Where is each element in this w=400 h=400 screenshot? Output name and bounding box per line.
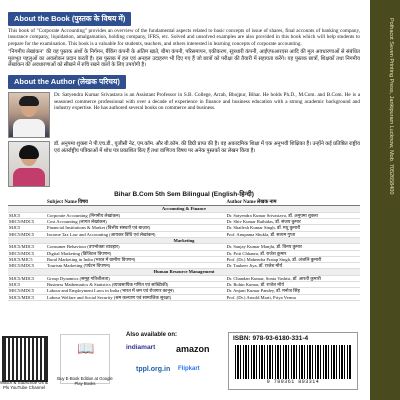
about-author-heading: About the Author (लेखक परिचय): [8, 75, 126, 89]
barcode-number: 9 789361 803314: [266, 379, 320, 385]
table-cell-author: Dr. Rohin Kumar, डॉ. राजेश मौर्य: [225, 282, 360, 288]
table-cell-code: MJC5/MDC5: [8, 275, 46, 281]
table-cell-subject: Business Mathematics & Statistics (व्यावसायिक गणित एवं सांख्यिकी): [46, 282, 226, 288]
table-cell-author: Dr. Priti Chhaura, डॉ. राजेश कुमार: [225, 250, 360, 256]
table-cell-subject: Digital Marketing (डिजिटल विपणन): [46, 250, 226, 256]
table-category-label: Human Resource Management: [8, 269, 360, 275]
table-cell-code: MIC5/MDC5: [8, 219, 46, 225]
table-cell-code: MIC5/MDC5: [8, 288, 46, 294]
youtube-qr-code[interactable]: [2, 336, 48, 382]
table-cell-author: Dr. Satyendra Kumar Srivastava, डॉ. अनुपमा शुक्ला: [225, 212, 360, 218]
table-cell-code: MIC5/MDC5: [8, 250, 46, 256]
isbn-box: [228, 332, 358, 390]
table-cell-author: Dr. Anjani Kumar Pandey, डॉ. मनोज सिंह: [225, 288, 360, 294]
book-icon: 📖: [77, 342, 95, 357]
author-1-photo: [8, 92, 50, 138]
table-cell-code: MJC5: [8, 282, 46, 288]
table-cell-author: Prof. (Dr.) Arnold Marti, Priya Verma: [225, 294, 360, 300]
table-cell-subject: Income Tax Law and Accounting (आयकर विधि एवं लेखांकन): [46, 231, 226, 237]
about-author-section: [8, 71, 360, 187]
barcode-image: [235, 345, 351, 379]
author-2-photo: [8, 141, 50, 187]
table-header-subject: Subject Name विषय: [46, 198, 226, 206]
about-book-section: [8, 8, 360, 68]
table-cell-code: MJC5: [8, 225, 46, 231]
book-list-title: Bihar B.Com 5th Sem Bilingual (English-हिन्दी): [114, 191, 254, 199]
also-available-label: Also available on:: [126, 332, 178, 338]
table-cell-author: Prof. Anupama Shukla, डॉ. सत्यम गुप्ता: [225, 231, 360, 237]
indiamart-logo[interactable]: indiamart: [126, 344, 156, 351]
table-header-code: [8, 198, 46, 206]
table-cell-subject: Labour Welfare and Social Security (श्रम कल्याण एवं सामाजिक सुरक्षा): [46, 294, 226, 300]
table-cell-subject: Tourism Marketing (पर्यटन विपणन): [46, 263, 226, 269]
table-cell-code: MJC5/MIC5: [8, 256, 46, 262]
cover-spine-strip: [370, 0, 400, 400]
table-cell-code: MIC5/MDC5: [8, 263, 46, 269]
table-cell-author: Dr. Shiv Kumar Rathidas, डॉ. संजय कुमार: [225, 219, 360, 225]
author-1-block: [8, 92, 360, 138]
table-header-row: [8, 198, 360, 206]
table-cell-subject: Consumer Behaviour (उपभोक्ता व्यवहार): [46, 244, 226, 250]
book-list-table: [8, 198, 360, 300]
table-category-label: Accounting & Finance: [8, 206, 360, 212]
table-cell-subject: Group Dynamics (समूह गतिशीलता): [46, 275, 226, 281]
qr-caption: Watch & Subscribe Us & Pls YouTube Channel: [0, 380, 48, 390]
table-cell-code: MIC5/MDC5: [8, 231, 46, 237]
author-2-block: [8, 141, 360, 187]
table-cell-subject: Corporate Accounting (निगमीय लेखांकन): [46, 212, 226, 218]
about-book-heading: About the Book (पुस्तक के विषय में): [8, 12, 131, 26]
table-cell-subject: Cost Accounting (लागत लेखांकन): [46, 219, 226, 225]
table-body: [8, 206, 360, 300]
table-category-label: Marketing: [8, 237, 360, 243]
ebook-caption: Buy E-Book Edition at Google Play Books: [57, 376, 113, 386]
bottom-strip: [0, 330, 360, 392]
table-header-author: Author Name लेखक नाम: [225, 198, 360, 206]
tppl-website-link[interactable]: tppl.org.in: [136, 366, 171, 373]
table-cell-code: MJC5/MDC5: [8, 244, 46, 250]
table-cell-code: MJC5: [8, 212, 46, 218]
about-book-paragraph-en: This book of "Corporate Accounting" provides an overview of the fundamental aspects related to basic concepts of issue of shares, final accounts of banking company, insurance company, liquidation, amalgamation, holding company, IFRS, etc. Solved and unsolved examples are also provided in this book which will help students to prepare for the examination. This book is a valuable for students, teachers, and others interested in learning concepts of corporate accounting.: [8, 28, 360, 47]
table-row: [8, 294, 360, 300]
table-cell-author: Dr. Chandan Kumar, Sonia Vashist, डॉ. आरती कुमारी: [225, 275, 360, 281]
table-cell-subject: Financial Institutions & Market (वित्तीय संस्थाएँ एवं बाज़ार): [46, 225, 226, 231]
table-cell-author: Dr. Shailesh Kumar Singh, डॉ. मधु कुमारी: [225, 225, 360, 231]
about-book-paragraph-hi: "निगमीय लेखांकन" की यह पुस्तक अंशों के निर्गमन, बैंकिंग कंपनी के अंतिम खाते, बीमा कंपनी, परिसमापन, एकीकरण, सूत्रधारी कंपनी, आईएफआरएस आदि की मूल अवधारणाओं से संबंधित मूलभूत पहलुओं का अवलोकन प्रदान करती है। इस पुस्तक में हल एवं अनहल उदाहरण भी दिए गए हैं जो छात्रों को परीक्षा की तैयारी में सहायता करेंगे। यह पुस्तक छात्रों, शिक्षकों तथा निगमीय लेखांकन की अवधारणाओं को सीखने में रुचि रखने वालों के लिए उपयोगी है।: [8, 49, 360, 69]
amazon-logo[interactable]: amazon: [176, 344, 210, 354]
author-1-bio: Dr. Satyendra Kumar Srivastava is an Assistant Professor in S.B. College, Arrah, Bhojpur, Bihar. He holds Ph.D., M.Com. and B.Com. He is a seasoned commerce professional with over a decade of experience in finance and business education with a strong academic background and industry expertise. He has authored several books on commerce and business.: [54, 92, 360, 112]
isbn-number: ISBN: 978-93-6180-331-4: [233, 335, 309, 342]
table-cell-author: Dr. Sanjay Kumar Manjhi, डॉ. विनय कुमार: [225, 244, 360, 250]
author-2-bio: डॉ. अनुपमा शुक्ला ने पी.एच.डी., यूजीसी नेट, एम.कॉम. और बी.कॉम. की डिग्री प्राप्त की है। वह अकादमिक शिक्षा में एक अनुभवी शिक्षिका हैं। उन्होंने कई प्रतिष्ठित राष्ट्रीय एवं अंतर्राष्ट्रीय पत्रिकाओं में शोध पत्र प्रकाशित किए हैं तथा वाणिज्य विषय पर अनेक पुस्तकों का लेखन किया है।: [54, 141, 360, 154]
spine-text: Pothacot Seven Printing Press, Jankipuram Lucknow, Mob. 7052658400: [388, 18, 394, 195]
table-cell-subject: Labour and Employment Laws in India (भारत में श्रम एवं रोजगार कानून): [46, 288, 226, 294]
table-cell-subject: Rural Marketing in India (भारत में ग्रामीण विपणन): [46, 256, 226, 262]
table-cell-code: MJC5/MDC5: [8, 294, 46, 300]
table-cell-author: Prof. (Dr.) Mahendra Pratap Singh, डॉ. अंजलि कुमारी: [225, 256, 360, 262]
flipkart-logo[interactable]: Flipkart: [178, 366, 200, 372]
table-cell-author: Dr. Tauheer Jiya, डॉ. राजेश मौर्य: [225, 263, 360, 269]
